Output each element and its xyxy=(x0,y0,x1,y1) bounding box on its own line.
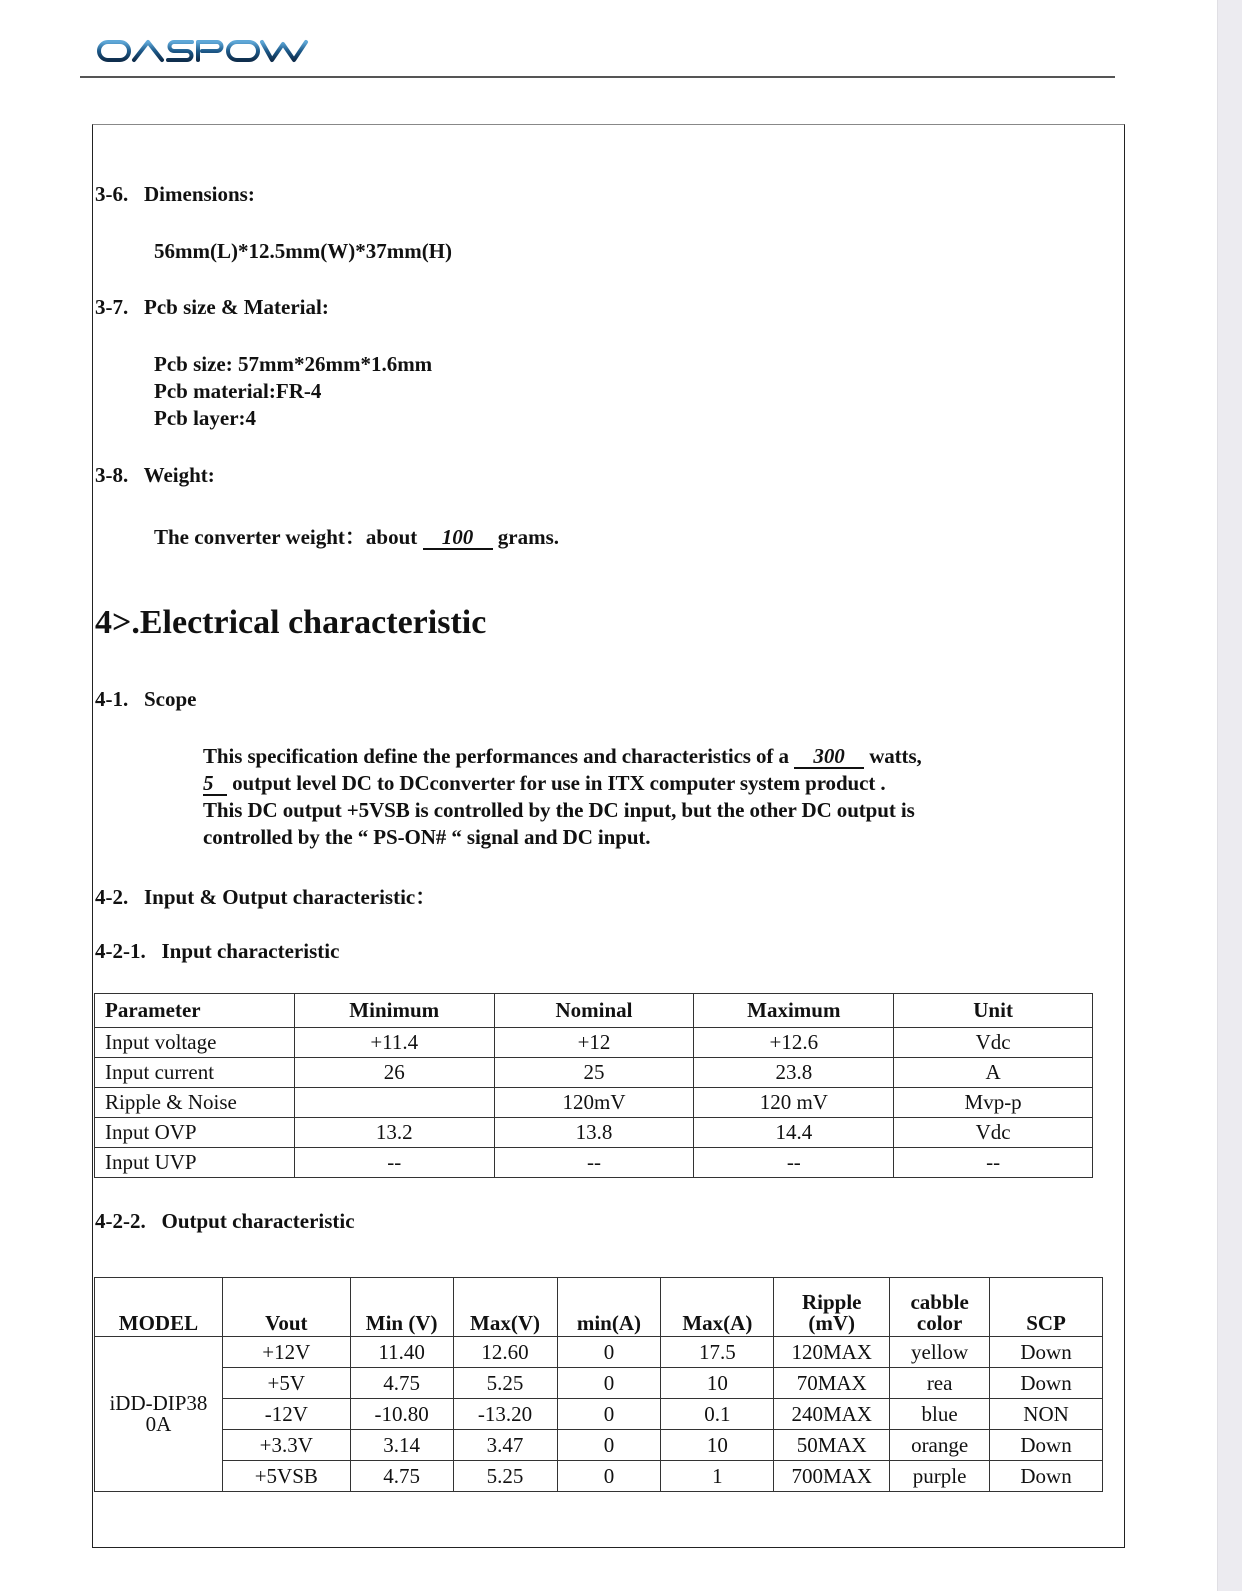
table-row xyxy=(95,1058,1093,1088)
section-number: 4-2-1. xyxy=(95,939,146,963)
header-line: (mV) xyxy=(808,1311,856,1335)
pcb-size-line: Pcb size: 57mm*26mm*1.6mm xyxy=(154,352,433,376)
header-cell: Nominal xyxy=(494,994,694,1028)
table-cell: rea xyxy=(890,1368,990,1399)
table-cell: +12V xyxy=(222,1337,350,1368)
header-cell: Max(A) xyxy=(661,1278,774,1337)
table-row xyxy=(95,1461,1103,1492)
table-cell: -- xyxy=(294,1148,494,1178)
section-4-1-heading xyxy=(95,687,197,712)
pcb-material-line: Pcb material:FR-4 xyxy=(154,379,322,403)
table-cell: +5VSB xyxy=(222,1461,350,1492)
table-cell: 5.25 xyxy=(453,1461,557,1492)
watts-value: 300 xyxy=(794,745,864,769)
table-cell: -- xyxy=(894,1148,1093,1178)
scope-line-4: controlled by the “ PS-ON# “ signal and DC input. xyxy=(203,825,651,849)
scope-text: output level DC to DCconverter for use in ITX computer system product . xyxy=(232,771,886,795)
table-cell: -- xyxy=(694,1148,894,1178)
header-divider xyxy=(80,76,1115,78)
section-number: 4-1. xyxy=(95,687,129,711)
scrollbar-track[interactable] xyxy=(1217,0,1242,1591)
table-cell: 0 xyxy=(557,1430,661,1461)
table-cell: Input voltage xyxy=(95,1028,295,1058)
section-4-2-1-heading xyxy=(95,939,339,964)
weight-value: 100 xyxy=(423,526,493,550)
header-cell: Max(V) xyxy=(453,1278,557,1337)
table-row xyxy=(95,1028,1093,1058)
table-cell: 25 xyxy=(494,1058,694,1088)
model-cell xyxy=(95,1337,223,1492)
section-number: 3-6. xyxy=(95,182,129,206)
table-cell: Down xyxy=(990,1430,1103,1461)
table-row xyxy=(95,1368,1103,1399)
table-cell: -13.20 xyxy=(453,1399,557,1430)
table-cell: 23.8 xyxy=(694,1058,894,1088)
table-cell: 26 xyxy=(294,1058,494,1088)
table-row xyxy=(95,1118,1093,1148)
table-row xyxy=(95,1148,1093,1178)
table-cell: -- xyxy=(494,1148,694,1178)
table-cell: Vdc xyxy=(894,1028,1093,1058)
table-cell: 10 xyxy=(661,1368,774,1399)
header-cell: Parameter xyxy=(95,994,295,1028)
table-cell: Input current xyxy=(95,1058,295,1088)
table-cell: purple xyxy=(890,1461,990,1492)
weight-suffix: grams. xyxy=(497,525,559,549)
section-number: 4-2-2. xyxy=(95,1209,146,1233)
table-cell: Vdc xyxy=(894,1118,1093,1148)
header-cell xyxy=(774,1278,890,1337)
table-row xyxy=(95,1430,1103,1461)
table-row xyxy=(95,1337,1103,1368)
table-cell: NON xyxy=(990,1399,1103,1430)
table-cell: +5V xyxy=(222,1368,350,1399)
table-cell: +3.3V xyxy=(222,1430,350,1461)
table-cell: +12.6 xyxy=(694,1028,894,1058)
section-title: Pcb size & Material: xyxy=(144,295,329,319)
table-cell: 700MAX xyxy=(774,1461,890,1492)
table-cell: 13.8 xyxy=(494,1118,694,1148)
section-title: Dimensions: xyxy=(144,182,255,206)
header-line: Ripple xyxy=(801,1290,862,1314)
header-cell: Maximum xyxy=(694,994,894,1028)
header-line: cabble xyxy=(910,1290,969,1314)
table-cell: 3.14 xyxy=(350,1430,453,1461)
table-cell: Down xyxy=(990,1368,1103,1399)
header-cell: Vout xyxy=(222,1278,350,1337)
table-cell: -10.80 xyxy=(350,1399,453,1430)
scope-text: watts, xyxy=(869,744,922,768)
header-cell: Minimum xyxy=(294,994,494,1028)
table-cell: 0 xyxy=(557,1399,661,1430)
table-cell: Input OVP xyxy=(95,1118,295,1148)
table-cell: 14.4 xyxy=(694,1118,894,1148)
header-cell xyxy=(890,1278,990,1337)
scope-text: This specification define the performances and characteristics of a xyxy=(203,744,789,768)
section-3-7-heading xyxy=(95,295,329,320)
table-cell: 120mV xyxy=(494,1088,694,1118)
section-title: Scope xyxy=(144,687,197,711)
scope-line-1 xyxy=(203,744,922,769)
section-4-2-heading xyxy=(95,881,436,911)
table-cell: Down xyxy=(990,1337,1103,1368)
table-cell: orange xyxy=(890,1430,990,1461)
table-cell: 4.75 xyxy=(350,1461,453,1492)
table-header-row xyxy=(95,1278,1103,1337)
scope-line-3: This DC output +5VSB is controlled by the DC input, but the other DC output is xyxy=(203,798,915,822)
table-row xyxy=(95,1088,1093,1118)
table-cell: +11.4 xyxy=(294,1028,494,1058)
table-cell: 50MAX xyxy=(774,1430,890,1461)
table-cell: 5.25 xyxy=(453,1368,557,1399)
section-title: Input & Output characteristic： xyxy=(144,885,437,909)
pcb-layer-line: Pcb layer:4 xyxy=(154,406,257,430)
input-characteristic-table xyxy=(94,993,1093,1178)
table-cell: yellow xyxy=(890,1337,990,1368)
output-characteristic-table xyxy=(94,1277,1103,1492)
table-cell: Mvp-p xyxy=(894,1088,1093,1118)
table-cell: A xyxy=(894,1058,1093,1088)
section-number: 4-2. xyxy=(95,885,129,909)
section-3-8-heading xyxy=(95,463,215,488)
section-title: Weight: xyxy=(143,463,215,487)
table-row xyxy=(95,1399,1103,1430)
section-3-6-heading xyxy=(95,182,255,207)
header-cell: SCP xyxy=(990,1278,1103,1337)
scope-line-2 xyxy=(203,771,886,796)
table-cell: 3.47 xyxy=(453,1430,557,1461)
table-cell: 0 xyxy=(557,1461,661,1492)
section-title: Output characteristic xyxy=(161,1209,355,1233)
weight-prefix: The converter weight：about xyxy=(154,525,418,549)
table-cell: -12V xyxy=(222,1399,350,1430)
section-number: 3-8. xyxy=(95,463,129,487)
output-levels-value: 5 xyxy=(203,772,227,796)
weight-line xyxy=(154,521,559,551)
table-cell: 70MAX xyxy=(774,1368,890,1399)
table-cell: 10 xyxy=(661,1430,774,1461)
header-cell: Unit xyxy=(894,994,1093,1028)
header-line: color xyxy=(916,1311,963,1335)
ioaspow-logo xyxy=(86,34,310,68)
model-line: 0A xyxy=(145,1412,172,1436)
table-cell: 120MAX xyxy=(774,1337,890,1368)
table-cell: 4.75 xyxy=(350,1368,453,1399)
table-cell: 1 xyxy=(661,1461,774,1492)
model-line: iDD-DIP38 xyxy=(109,1391,208,1415)
section-4-2-2-heading xyxy=(95,1209,355,1234)
table-cell: Input UVP xyxy=(95,1148,295,1178)
table-cell: 0 xyxy=(557,1368,661,1399)
table-cell: 120 mV xyxy=(694,1088,894,1118)
header-cell: MODEL xyxy=(95,1278,223,1337)
table-cell: Down xyxy=(990,1461,1103,1492)
table-cell: 0 xyxy=(557,1337,661,1368)
table-cell: 12.60 xyxy=(453,1337,557,1368)
section-number: 3-7. xyxy=(95,295,129,319)
section-4-heading: 4>.Electrical characteristic xyxy=(95,604,487,641)
header-cell: min(A) xyxy=(557,1278,661,1337)
table-header-row xyxy=(95,994,1093,1028)
table-cell: blue xyxy=(890,1399,990,1430)
table-cell: Ripple & Noise xyxy=(95,1088,295,1118)
dimensions-value: 56mm(L)*12.5mm(W)*37mm(H) xyxy=(154,239,453,263)
header-cell: Min (V) xyxy=(350,1278,453,1337)
table-cell xyxy=(294,1088,494,1118)
table-cell: 11.40 xyxy=(350,1337,453,1368)
table-cell: +12 xyxy=(494,1028,694,1058)
table-cell: 13.2 xyxy=(294,1118,494,1148)
table-cell: 0.1 xyxy=(661,1399,774,1430)
table-cell: 240MAX xyxy=(774,1399,890,1430)
table-cell: 17.5 xyxy=(661,1337,774,1368)
section-title: Input characteristic xyxy=(161,939,340,963)
